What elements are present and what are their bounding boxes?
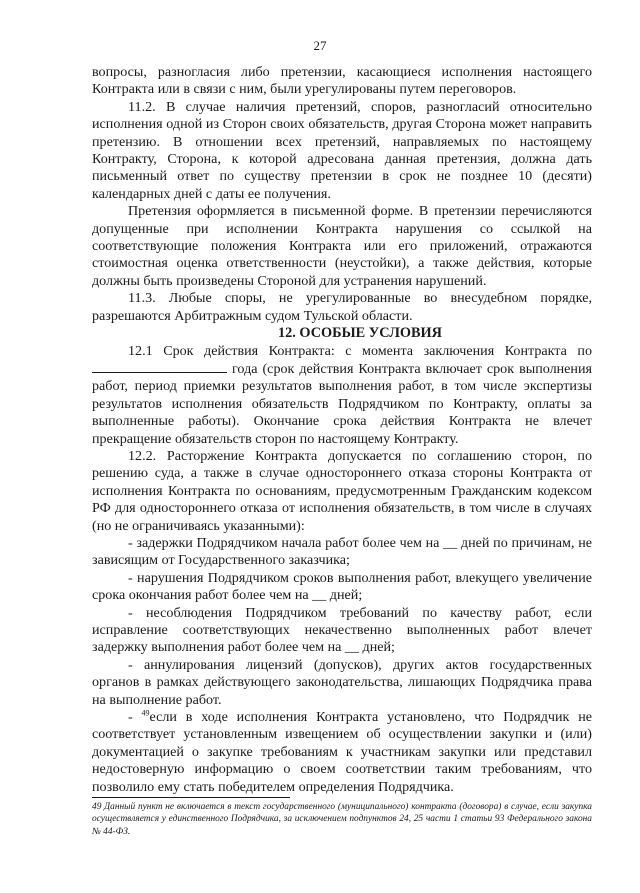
list-item: - аннулирования лицензий (допусков), других актов государственных органов в рамках действующего законодательства, лишающих Подрядчика права на выполнение работ. bbox=[92, 656, 592, 708]
clause-12-1-start: 12.1 Срок действия Контракта: с момента заключения Контракта по bbox=[128, 342, 592, 359]
document-body bbox=[92, 64, 592, 796]
clause-12-1-end: года (срок действия Контракта включает срок выполнения работ, период приемки результатов выполнения работ, в том числе экспертизы результатов исполнения обязательств Подрядчиком по Контракту, оплаты за выполненные работы). Окончание срока действия Контракта не влечет прекращение обязательств сторон по настоящему Контракту. bbox=[92, 360, 592, 447]
list-item-text: если в ходе исполнения Контракта установлено, что Подрядчик не соответствует установленным извещением об осуществлении закупки и (или) документацией о закупке требованиям к участникам закупки или представил недостоверную информацию о своем соответствии таким требованиям, что позволило ему стать победителем определения Подрядчика. bbox=[92, 709, 592, 795]
footnote-ref: 49 bbox=[141, 708, 150, 718]
paragraph-continuation: вопросы, разногласия либо претензии, касающиеся исполнения настоящего Контракта или в связи с ним, были урегулированы путем переговоров. bbox=[92, 64, 592, 98]
clause-12-2: 12.2. Расторжение Контракта допускается по соглашению сторон, по решению суда, а также в случае одностороннего отказа стороны Контракта от исполнения Контракта по основаниям, предусмотренным Гражданским кодексом РФ для одностороннего отказа от исполнения обязательств, в том числе в случаях (но не ограничиваясь указанными): bbox=[92, 447, 592, 534]
clause-12-1 bbox=[92, 343, 592, 448]
footnote-divider bbox=[92, 797, 290, 798]
page-number: 27 bbox=[313, 38, 327, 53]
list-item-last bbox=[92, 709, 592, 796]
list-item: - задержки Подрядчиком начала работ более чем на __ дней по причинам, не зависящим от Государственного заказчика; bbox=[92, 534, 592, 569]
list-item-dash: - bbox=[128, 709, 142, 726]
list-item: - несоблюдения Подрядчиком требований по качеству работ, если исправление соответствующих некачественно выполненных работ влечет задержку выполнения работ более чем на __ дней; bbox=[92, 604, 592, 656]
paragraph-claim-form: Претензия оформляется в письменной форме. В претензии перечисляются допущенные при исполнении Контракта нарушения со ссылкой на соответствующие положения Контракта или его приложений, отражаются стоимостная оценка ответственности (неустойки), а также действия, которые должны быть произведены Стороной для устранения нарушений. bbox=[92, 203, 592, 289]
section-heading: 12. ОСОБЫЕ УСЛОВИЯ bbox=[277, 325, 442, 342]
clause-11-3: 11.3. Любые споры, не урегулированные во внесудебном порядке, разрешаются Арбитражным судом Тульской области. bbox=[92, 290, 592, 324]
list-item: - нарушения Подрядчиком сроков выполнения работ, влекущего увеличение срока окончания работ более чем на __ дней; bbox=[92, 569, 592, 604]
footnote: 49 Данный пункт не включается в текст государственного (муниципального) контракта (договора) в случае, если закупка осуществляется у единственного Подрядчика, за исключением подпунктов 24, 25 части 1 статьи 93 Федерального закона № 44-ФЗ. bbox=[92, 802, 592, 837]
blank-line bbox=[92, 360, 227, 373]
clause-11-2: 11.2. В случае наличия претензий, споров, разногласий относительно исполнения одной из Сторон своих обязательств, другая Сторона может направить претензию. В отношении всех претензий, направляемых по настоящему Контракту, Сторона, к которой адресована данная претензия, должна дать письменный ответ по существу претензии в срок не позднее 10 (десяти) календарных дней с даты ее получения. bbox=[92, 98, 592, 202]
